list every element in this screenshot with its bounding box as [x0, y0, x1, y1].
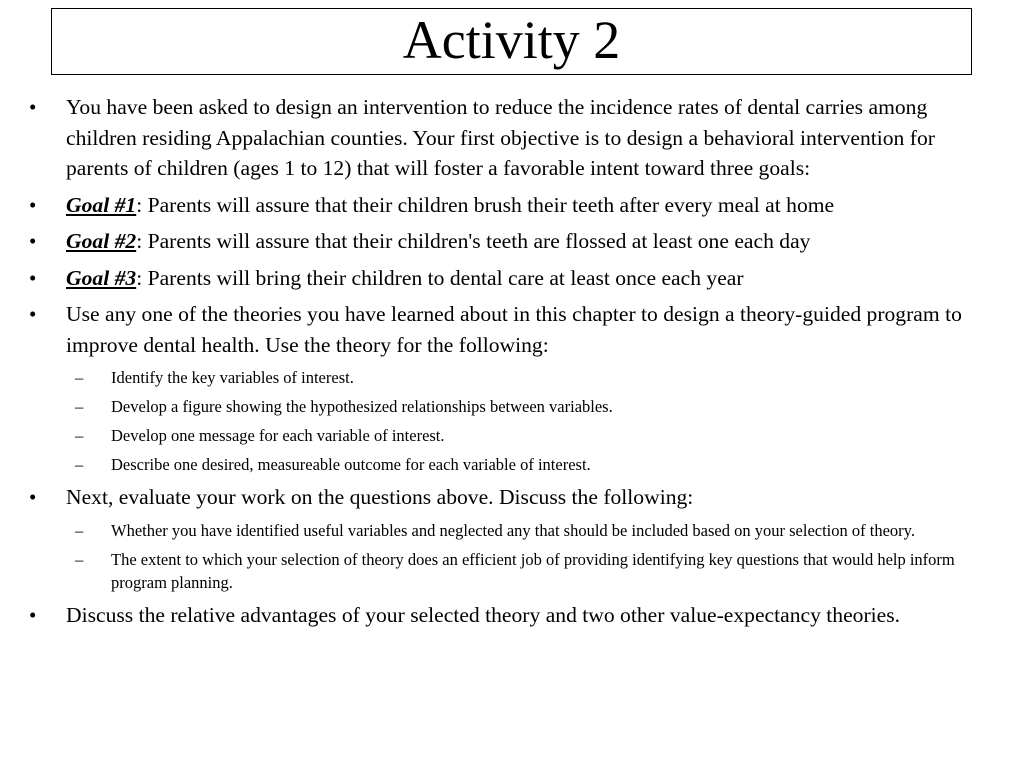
theory-text: Use any one of the theories you have learned about in this chapter to design a theory-guided program to improve dental health. Use the theory for the following: [66, 302, 962, 357]
evaluate-sublist [27, 519, 987, 594]
bullet-goal-3 [27, 263, 987, 294]
goal-1-label: Goal #1 [66, 192, 137, 217]
theory-item-3 [27, 424, 987, 447]
evaluate-item-text: Whether you have identified useful variables and neglected any that should be included based on your selection of theory. [111, 520, 915, 540]
bullet-marker: • [29, 192, 37, 217]
sub-marker: – [75, 397, 84, 416]
bullet-marker: • [29, 265, 37, 290]
bullet-theory [27, 299, 987, 360]
sub-marker: – [75, 520, 84, 540]
evaluate-text: Next, evaluate your work on the questions above. Discuss the following: [66, 485, 694, 509]
bullet-marker: • [29, 302, 37, 326]
evaluate-item-text: The extent to which your selection of theory does an efficient job of providing identifying key questions that would help inform program planning. [111, 549, 955, 592]
evaluate-item-2 [27, 548, 987, 594]
goal-3-label: Goal #3 [66, 265, 137, 290]
theory-item-text: Identify the key variables of interest. [111, 368, 354, 387]
bullet-intro [27, 92, 987, 184]
title-box [51, 8, 972, 75]
goal-2-label: Goal #2 [66, 229, 137, 253]
bullet-marker: • [29, 95, 37, 119]
theory-item-2 [27, 395, 987, 418]
sub-marker: – [75, 455, 84, 474]
bullet-goal-2 [27, 226, 987, 257]
slide-body [27, 92, 987, 636]
goal-1-text: : Parents will assure that their children brush their teeth after every meal at home [136, 192, 835, 217]
theory-item-4 [27, 453, 987, 476]
theory-sublist [27, 366, 987, 476]
theory-item-1 [27, 366, 987, 389]
slide-title: Activity 2 [402, 9, 621, 70]
sub-marker: – [75, 368, 84, 387]
theory-item-text: Develop a figure showing the hypothesized relationships between variables. [111, 397, 613, 416]
goal-2-text: : Parents will assure that their children's teeth are flossed at least one each day [136, 229, 811, 253]
bullet-marker: • [29, 229, 37, 253]
evaluate-item-1 [27, 519, 987, 542]
sub-marker: – [75, 426, 84, 445]
bullet-marker: • [29, 485, 37, 509]
bullet-marker: • [29, 602, 37, 627]
intro-text: You have been asked to design an intervention to reduce the incidence rates of dental carries among children residing Appalachian counties. Your first objective is to design a behavioral intervention for parents of children (ages 1 to 12) that will foster a favorable intent toward three goals: [66, 95, 935, 180]
theory-item-text: Describe one desired, measureable outcome for each variable of interest. [111, 455, 591, 474]
discuss-text: Discuss the relative advantages of your selected theory and two other value-expectancy theories. [66, 602, 901, 627]
goal-3-text: : Parents will bring their children to dental care at least once each year [136, 265, 744, 290]
sub-marker: – [75, 549, 84, 569]
bullet-goal-1 [27, 190, 987, 221]
bullet-discuss [27, 600, 987, 631]
bullet-evaluate [27, 482, 987, 513]
theory-item-text: Develop one message for each variable of interest. [111, 426, 445, 445]
